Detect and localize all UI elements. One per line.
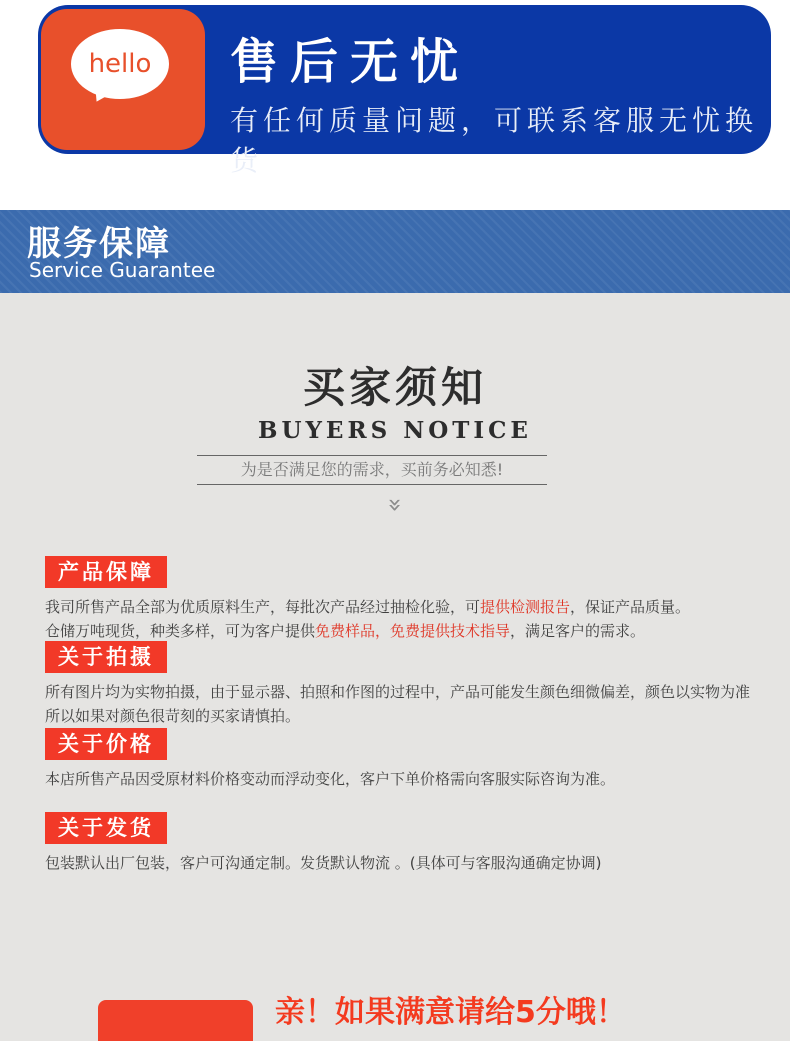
content-area (0, 293, 790, 1041)
buyers-notice-tagline: 为是否满足您的需求，买前务必知悉! (197, 455, 547, 485)
notice-section (45, 728, 770, 791)
service-guarantee-header (0, 210, 790, 293)
section-body-text: 本店所售产品因受原材料价格变动而浮动变化，客户下单价格需向客服实际咨询为准。 (45, 770, 616, 788)
service-header-title-en: Service Guarantee (29, 258, 216, 282)
buyers-notice-title-en: BUYERS NOTICE (258, 417, 532, 444)
after-sales-banner (38, 5, 771, 177)
buyers-notice-title-cn: 买家须知 (302, 363, 487, 412)
banner-subtitle: 有任何质量问题，可联系客服无忧换货 (230, 104, 759, 177)
banner-title: 售后无忧 (230, 34, 471, 90)
section-label-badge: 产品保障 (45, 556, 167, 588)
notice-section (45, 812, 770, 875)
section-body-text: 所有图片均为实物拍摄，由于显示器、拍照和作图的过程中，产品可能发生颜色细微偏差，颜色以实物为准 所以如果对颜色很苛刻的买家请慎拍。 (45, 683, 751, 725)
banner-orange-panel (41, 9, 205, 150)
rating-request-text: 亲！如果满意请给5分哦！ (275, 995, 626, 1030)
section-label-badge: 关于拍摄 (45, 641, 167, 673)
section-label-badge: 关于发货 (45, 812, 167, 844)
notice-section (45, 641, 770, 728)
bubble-text: hello (88, 49, 152, 79)
service-header-title-cn: 服务保障 (27, 224, 171, 264)
double-chevron-down-icon (0, 493, 790, 517)
bottom-banner-fragment (98, 1000, 253, 1041)
section-body-text: 我司所售产品全部为优质原料生产，每批次产品经过抽检化验，可提供检测报告，保证产品质量。 仓储万吨现货，种类多样，可为客户提供免费样品，免费提供技术指导，满足客户的需求。 (45, 598, 691, 640)
speech-bubble-icon (71, 29, 169, 99)
section-label-badge: 关于价格 (45, 728, 167, 760)
notice-section (45, 556, 770, 643)
section-body-text: 包装默认出厂包装，客户可沟通定制。发货默认物流 。(具体可与客服沟通确定协调) (45, 854, 602, 872)
